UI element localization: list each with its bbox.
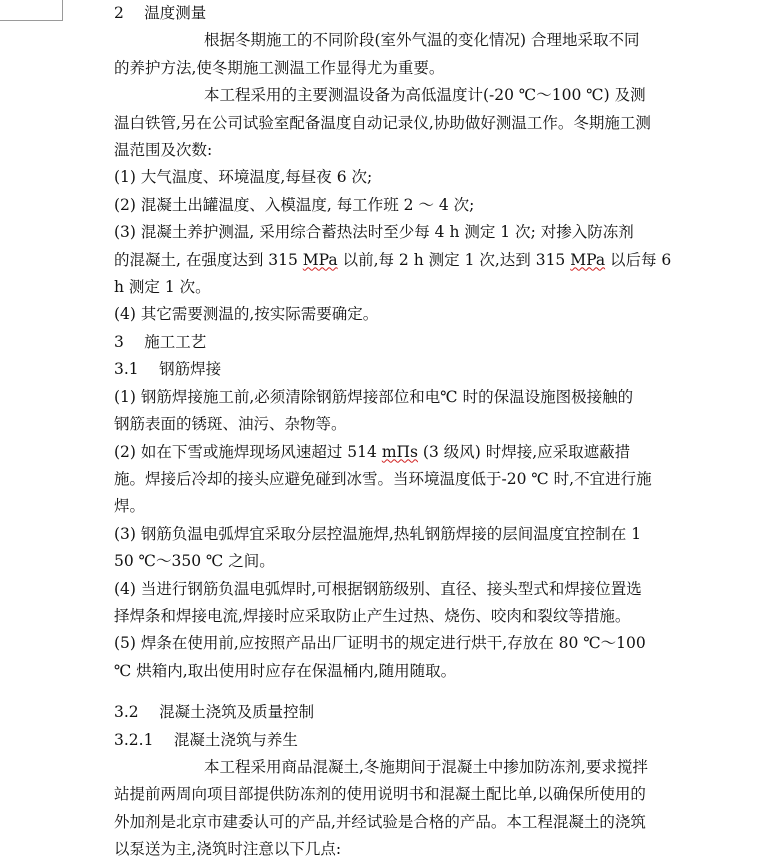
paragraph-gap — [114, 685, 674, 699]
text-line: (4) 其它需要测温的,按实际需要确定。 — [114, 305, 379, 324]
text-line: 施。焊接后冷却的接头应避免碰到冰雪。当环境温度低于-20 ℃ 时,不宜进行施 — [114, 469, 652, 488]
text-segment: (3 级风) 时焊接,应采取遮蔽措 — [418, 442, 631, 461]
text-line: (3) 钢筋负温电弧焊宜采取分层控温施焊,热轧钢筋焊接的层间温度宜控制在 1 — [114, 524, 642, 543]
text-line: (4) 当进行钢筋负温电弧焊时,可根据钢筋级别、直径、接头型式和焊接位置选 — [114, 579, 642, 598]
spellcheck-underlined-unit: MPa — [302, 250, 338, 269]
text-line: 站提前两周向项目部提供防冻剂的使用说明书和混凝土配比单,以确保所使用的 — [114, 785, 646, 804]
spellcheck-underlined-unit: mΠs — [381, 442, 418, 461]
text-line: (1) 大气温度、环境温度,每昼夜 6 次; — [114, 168, 373, 187]
text-line: 焊。 — [114, 497, 146, 516]
text-line: 外加剂是北京市建委认可的产品,并经试验是合格的产品。本工程混凝土的浇筑 — [114, 812, 646, 831]
text-line — [114, 247, 674, 274]
text-line: (5) 焊条在使用前,应按照产品出厂证明书的规定进行烘干,存放在 80 ℃～100 — [114, 634, 646, 653]
text-line: (1) 钢筋焊接施工前,必须清除钢筋焊接部位和电℃ 时的保温设施图极接触的 — [114, 387, 634, 406]
text-segment: (2) 如在下雪或施焊现场风速超过 514 — [114, 442, 382, 461]
text-line: 温白铁管,另在公司试验室配备温度自动记录仪,协助做好测温工作。冬期施工测 — [114, 113, 651, 132]
text-line: (3) 混凝土养护测温, 采用综合蓄热法时至少每 4 h 测定 1 次; 对掺入防冻剂 — [114, 223, 634, 242]
text-line: 本工程采用商品混凝土,冬施期间于混凝土中掺加防冻剂,要求搅拌 — [204, 757, 648, 776]
text-line: 3.2 混凝土浇筑及质量控制 — [114, 703, 315, 722]
text-line: 2 温度测量 — [114, 4, 207, 22]
text-line: 3.2.1 混凝土浇筑与养生 — [114, 730, 298, 749]
text-line: 温范围及次数: — [114, 141, 213, 160]
text-line: h 测定 1 次。 — [114, 278, 211, 297]
text-line: 以泵送为主,浇筑时注意以下几点: — [114, 840, 342, 859]
text-line: 择焊条和焊接电流,焊接时应采取防止产生过热、烧伤、咬肉和裂纹等措施。 — [114, 606, 631, 625]
text-line: 50 ℃～350 ℃ 之间。 — [114, 552, 275, 571]
text-segment: 以后每 6 — [605, 250, 672, 269]
page-corner-mark — [0, 0, 63, 21]
document-body — [114, 0, 674, 864]
text-line: 3.1 钢筋焊接 — [114, 360, 222, 379]
text-line: 钢筋表面的锈斑、油污、杂物等。 — [114, 415, 347, 434]
text-line: 本工程采用的主要测温设备为高低温度计(-20 ℃～100 ℃) 及测 — [204, 86, 646, 105]
text-line: (2) 混凝土出罐温度、入模温度, 每工作班 2 ～ 4 次; — [114, 195, 475, 214]
text-line: 根据冬期施工的不同阶段(室外气温的变化情况) 合理地采取不同 — [204, 31, 640, 50]
text-segment: 的混凝土, 在强度达到 315 — [114, 250, 303, 269]
text-line: 3 施工工艺 — [114, 332, 207, 351]
text-segment: 以前,每 2 h 测定 1 次,达到 315 — [337, 250, 571, 269]
spellcheck-underlined-unit: MPa — [570, 250, 606, 269]
text-line — [114, 439, 674, 466]
text-line: ℃ 烘箱内,取出使用时应存在保温桶内,随用随取。 — [114, 661, 457, 680]
text-line: 的养护方法,使冬期施工测温工作显得尤为重要。 — [114, 58, 445, 77]
